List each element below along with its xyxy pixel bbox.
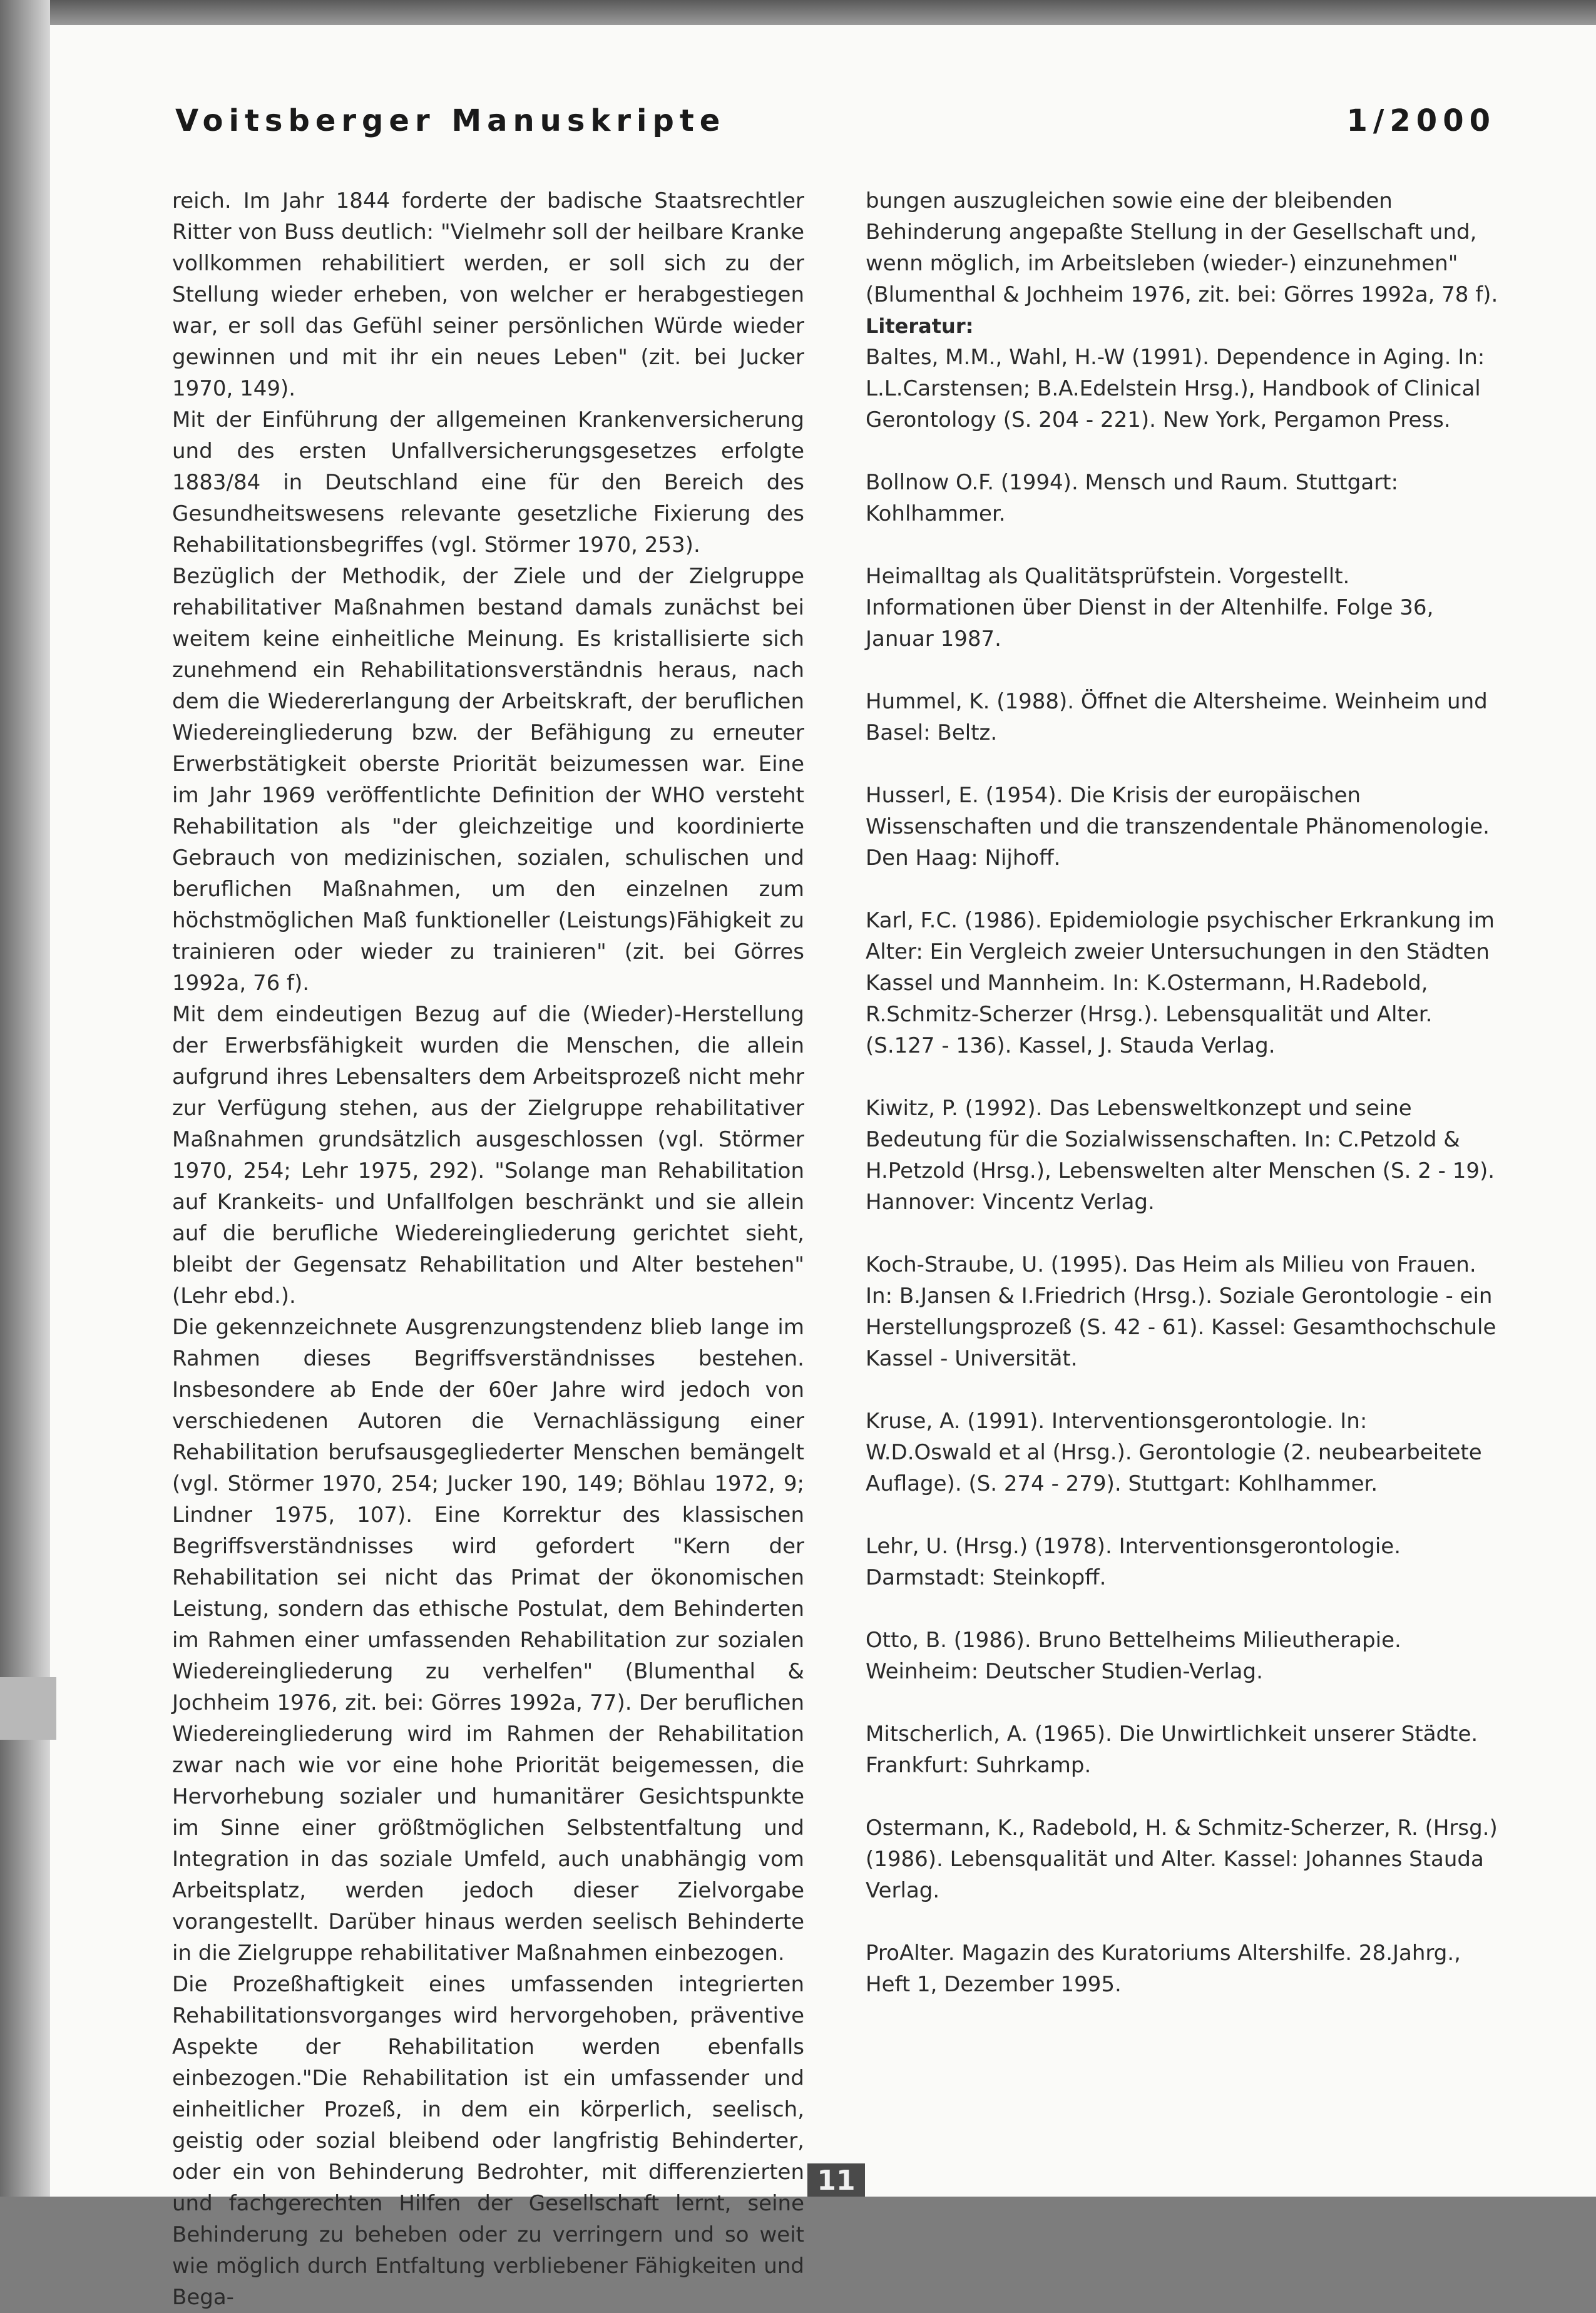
reference-item: Kruse, A. (1991). Interventionsgerontologie. In: W.D.Oswald et al (Hrsg.). Gerontologie (2. neubearbeitete Auflage). (S. 274 - 279). Stuttgart: Kohlhammer. [866, 1409, 1482, 1496]
issue-number: 1/2000 [1346, 103, 1496, 138]
paragraph: bungen auszugleichen sowie eine der bleibenden Behinderung angepaßte Stellung in der Gesellschaft und, wenn möglich, im Arbeitsleben (wieder-) einzunehmen" (Blumenthal & Jochheim 1976, zit. bei: Görres 1992a, 78 f). [866, 188, 1498, 307]
left-column [172, 185, 804, 2313]
binding-tab [0, 1677, 56, 1740]
journal-title: Voitsberger Manuskripte [175, 103, 726, 138]
reference-item: Koch-Straube, U. (1995). Das Heim als Milieu von Frauen. In: B.Jansen & I.Friedrich (Hrsg.). Soziale Gerontologie - ein Herstellungsprozeß (S. 42 - 61). Kassel: Gesamthochschule Kassel - Universität. [866, 1252, 1496, 1371]
right-column [866, 185, 1499, 2031]
scan-edge-left [0, 0, 50, 2197]
reference-item: Heimalltag als Qualitätsprüfstein. Vorgestellt. Informationen über Dienst in der Altenhilfe. Folge 36, Januar 1987. [866, 564, 1434, 651]
scan-shadow-top [0, 0, 1596, 25]
paragraph: Die gekennzeichnete Ausgrenzungstendenz blieb lange im Rahmen dieses Begriffsverständnisses bestehen. Insbesondere ab Ende der 60er Jahre wird jedoch von verschiedenen Autoren die Vernachlässigung einer Rehabilitation berufsausgegliederter Menschen bemängelt (vgl. Störmer 1970, 254; Jucker 190, 149; Böhlau 1972, 9; Lindner 1975, 107). Eine Korrektur des klassischen Begriffsverständnisses wird gefordert "Kern der Rehabilitation sei nicht das Primat der ökonomischen Leistung, sondern das ethische Postulat, dem Behinderten im Rahmen einer umfassenden Rehabilitation zur sozialen Wiedereingliederung zu verhelfen" (Blumenthal & Jochheim 1976, zit. bei: Görres 1992a, 77). Der beruflichen Wiedereingliederung wird im Rahmen der Rehabilitation zwar nach wie vor eine hohe Priorität beigemessen, die Hervorhebung sozialer und humanitärer Gesichtspunkte im Sinne einer größtmöglichen Selbstentfaltung und Integration in das soziale Umfeld, auch unabhängig vom Arbeitsplatz, werden jedoch dieser Zielvorgabe vorangestellt. Darüber hinaus werden seelisch Behinderte in die Zielgruppe rehabilitativer Maßnahmen einbezogen. [172, 1315, 804, 1966]
paragraph: reich. Im Jahr 1844 forderte der badische Staatsrechtler Ritter von Buss deutlich: "Vielmehr soll der heilbare Kranke vollkommen rehabilitiert werden, er soll sich zu der Stellung wieder erheben, von welcher er herabgestiegen war, er soll das Gefühl seiner persönlichen Würde wieder gewinnen und mit ihr ein neues Leben" (zit. bei Jucker 1970, 149). [172, 188, 804, 401]
reference-item: Otto, B. (1986). Bruno Bettelheims Milieutherapie. Weinheim: Deutscher Studien-Verlag. [866, 1628, 1401, 1684]
page-number: 11 [807, 2163, 865, 2197]
literature-heading: Literatur: [866, 314, 974, 338]
reference-item: Karl, F.C. (1986). Epidemiologie psychischer Erkrankung im Alter: Ein Vergleich zweier Untersuchungen in den Städten Kassel und Mannheim. In: K.Ostermann, H.Radebold, R.Schmitz-Scherzer (Hrsg.). Lebensqualität und Alter. (S.127 - 136). Kassel, J. Stauda Verlag. [866, 908, 1495, 1058]
reference-item: ProAlter. Magazin des Kuratoriums Altershilfe. 28.Jahrg., Heft 1, Dezember 1995. [866, 1941, 1461, 1997]
reference-item: Ostermann, K., Radebold, H. & Schmitz-Scherzer, R. (Hrsg.) (1986). Lebensqualität und Alter. Kassel: Johannes Stauda Verlag. [866, 1815, 1498, 1903]
paragraph: Bezüglich der Methodik, der Ziele und der Zielgruppe rehabilitativer Maßnahmen bestand damals zunächst bei weitem keine einheitliche Meinung. Es kristallisierte sich zunehmend ein Rehabilitationsverständnis heraus, nach dem die Wiedererlangung der Arbeitskraft, der beruflichen Wiedereingliederung bzw. der Befähigung zu erneuter Erwerbstätigkeit oberste Priorität beizumessen war. Eine im Jahr 1969 veröffentlichte Definition der WHO versteht Rehabilitation als "der gleichzeitige und koordinierte Gebrauch von medizinischen, sozialen, schulischen und beruflichen Maßnahmen, um den einzelnen zum höchstmöglichen Maß funktioneller (Leistungs)Fähigkeit zu trainieren oder wieder zu trainieren" (zit. bei Görres 1992a, 76 f). [172, 564, 804, 996]
reference-item: Lehr, U. (Hrsg.) (1978). Interventionsgerontologie. Darmstadt: Steinkopff. [866, 1534, 1401, 1590]
paragraph: Mit der Einführung der allgemeinen Krankenversicherung und des ersten Unfallversicherungsgesetzes erfolgte 1883/84 in Deutschland eine für den Bereich des Gesundheitswesens relevante gesetzliche Fixierung des Rehabilitationsbegriffes (vgl. Störmer 1970, 253). [172, 407, 804, 558]
reference-item: Hummel, K. (1988). Öffnet die Altersheime. Weinheim und Basel: Beltz. [866, 689, 1488, 745]
reference-item: Baltes, M.M., Wahl, H.-W (1991). Dependence in Aging. In: L.L.Carstensen; B.A.Edelstein Hrsg.), Handbook of Clinical Gerontology (S. 204 - 221). New York, Pergamon Press. [866, 345, 1485, 432]
reference-item: Husserl, E. (1954). Die Krisis der europäischen Wissenschaften und die transzendentale Phänomenologie. Den Haag: Nijhoff. [866, 783, 1490, 871]
reference-item: Mitscherlich, A. (1965). Die Unwirtlichkeit unserer Städte. Frankfurt: Suhrkamp. [866, 1722, 1478, 1778]
reference-item: Kiwitz, P. (1992). Das Lebensweltkonzept und seine Bedeutung für die Sozialwissenschaften. In: C.Petzold & H.Petzold (Hrsg.), Lebenswelten alter Menschen (S. 2 - 19). Hannover: Vincentz Verlag. [866, 1096, 1495, 1215]
reference-item: Bollnow O.F. (1994). Mensch und Raum. Stuttgart: Kohlhammer. [866, 470, 1398, 526]
paragraph: Mit dem eindeutigen Bezug auf die (Wieder)-Herstellung der Erwerbsfähigkeit wurden die Menschen, die allein aufgrund ihres Lebensalters dem Arbeitsprozeß nicht mehr zur Verfügung stehen, aus der Zielgruppe rehabilitativer Maßnahmen grundsätzlich ausgeschlossen (vgl. Störmer 1970, 254; Lehr 1975, 292). "Solange man Rehabilitation auf Krankeits- und Unfallfolgen beschränkt und sie allein auf die berufliche Wiedereingliederung gerichtet sieht, bleibt der Gegensatz Rehabilitation und Alter bestehen" (Lehr ebd.). [172, 1002, 804, 1309]
paragraph: Die Prozeßhaftigkeit eines umfassenden integrierten Rehabilitationsvorganges wird hervorgehoben, präventive Aspekte der Rehabilitation werden ebenfalls einbezogen."Die Rehabilitation ist ein umfassender und einheitlicher Prozeß, in dem ein körperlich, seelisch, geistig oder sozial bleibend oder langfristig Behinderter, oder ein von Behinderung Bedrohter, mit differenzierten und fachgerechten Hilfen der Gesellschaft lernt, seine Behinderung zu beheben oder zu verringern und so weit wie möglich durch Entfaltung verbliebener Fähigkeiten und Bega- [172, 1972, 804, 2310]
